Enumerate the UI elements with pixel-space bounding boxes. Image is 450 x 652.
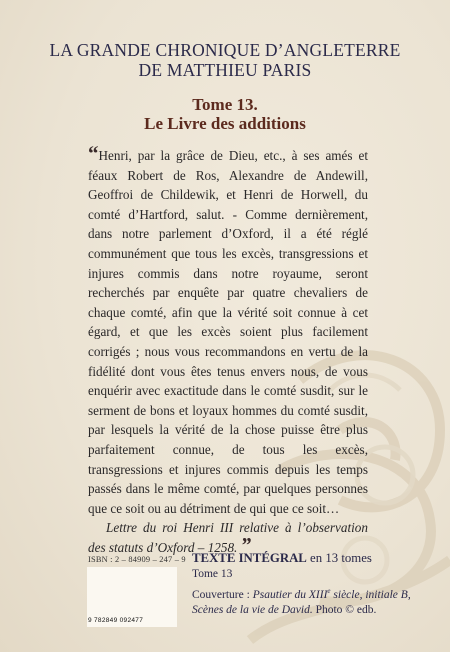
close-quote-mark: ” <box>240 532 252 557</box>
cover-sup: e <box>327 587 331 595</box>
edition-info <box>192 551 432 619</box>
volume-number: Tome 13. <box>192 95 258 114</box>
isbn-label: ISBN : 2 – 84909 – 247 – 9 <box>88 555 186 564</box>
barcode-number: 9 782849 092477 <box>88 617 144 624</box>
quote-block <box>88 141 368 557</box>
cover-title-a: Psautier du XIII <box>252 588 328 601</box>
quote-body: Henri, par la grâce de Dieu, etc., à ses amés et féaux Robert de Ros, Alexandre de Andewill, Geoffroi de Childewik, et Henri de Horwell, du comté d’Hartford, salut. - Comme dernièrement, dans notre parlement d’Oxford, il a été réglé communément que tous les excès, transgressions et injures commis dans notre royaume, seront recherchés par enquête par quatre chevaliers de chaque comté, afin que la vérité soit connue à cet égard, et que les excès soient plus facilement corrigés ; nous vous recommandons en vertu de la fidélité dont vous êtes tenus envers nous, de vous enquérir avec exactitude dans le comté susdit, sur le serment de bons et loyaux hommes du comté susdit, par lesquels la vérité de la chose puisse être plus parfaitement connue, de tous les excès, transgressions et injures commis depuis les temps passés dans le même comté, par quelques personnes que ce soit ou au détriment de qui que ce soit… <box>88 148 368 516</box>
open-quote-mark: “ <box>88 141 99 165</box>
quote-reference-text: Lettre du roi Henri III relative à l’observation des statuts d’Oxford – 1258. <box>88 520 368 555</box>
collection-line <box>192 551 432 566</box>
info-tome: Tome 13 <box>192 568 233 580</box>
book-title-line-2: DE MATTHIEU PARIS <box>138 60 312 80</box>
cover-credit <box>192 584 432 619</box>
cover-title-c: Scènes de la vie de David. <box>192 604 313 617</box>
cover-label: Couverture : <box>192 588 253 601</box>
book-title-line-1: LA GRANDE CHRONIQUE D’ANGLETERRE <box>49 40 401 60</box>
collection-bold: TEXTE INTÉGRAL <box>192 551 307 565</box>
volume-subtitle: Le Livre des additions <box>144 114 306 133</box>
collection-rest: en 13 tomes <box>306 551 372 565</box>
cover-title-b: siècle, initiale B, <box>330 588 411 601</box>
cover-photo-credit: Photo © edb. <box>312 604 377 617</box>
